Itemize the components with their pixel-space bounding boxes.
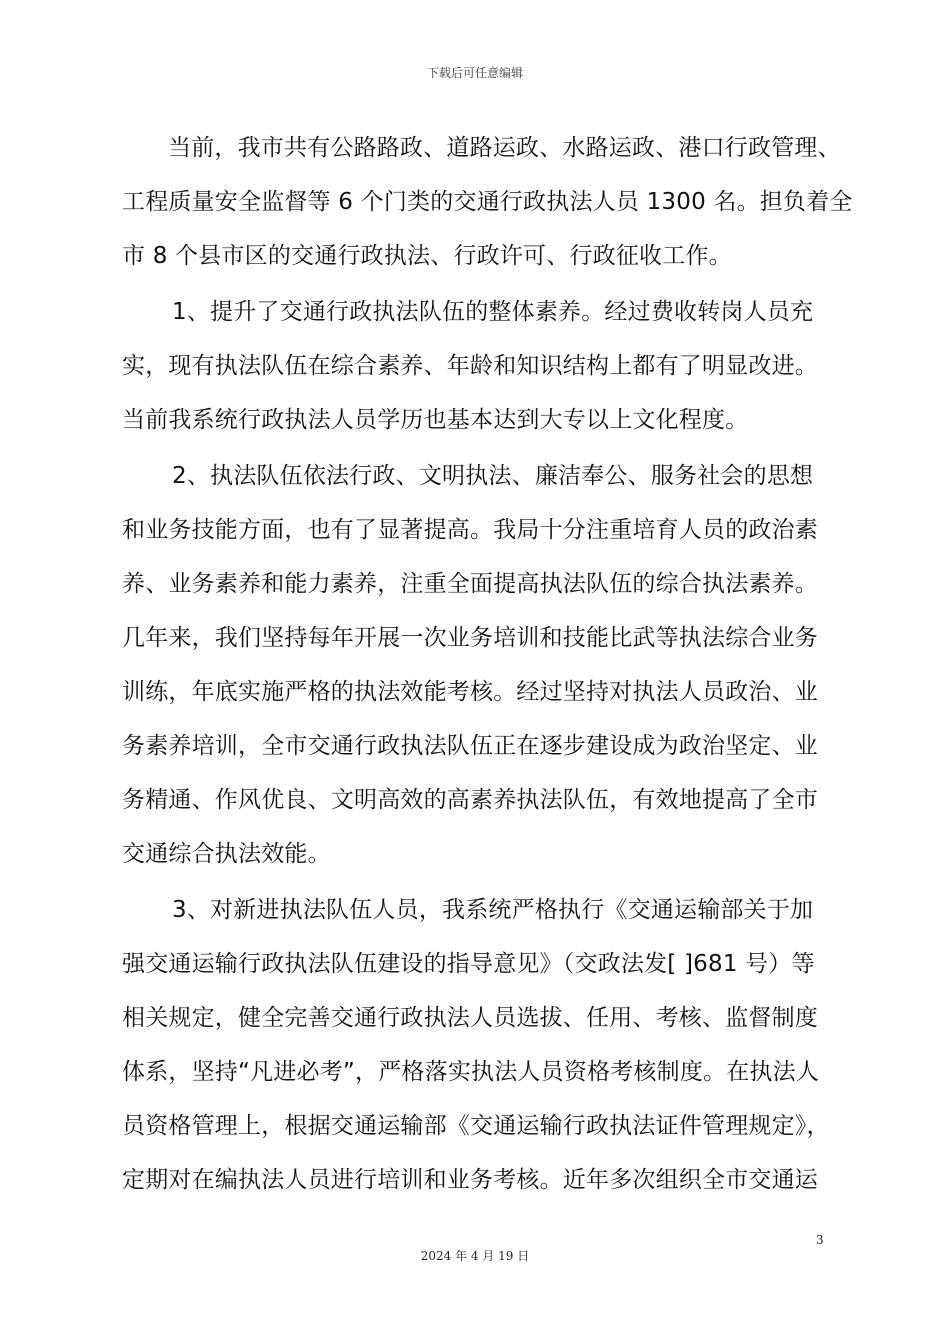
paragraph-point-3 (122, 883, 830, 1207)
text-line: 交通综合执法效能。 (122, 841, 331, 867)
text-line: 定期对在编执法人员进行培训和业务考核。近年多次组织全市交通运 (122, 1167, 818, 1193)
paragraph-point-2 (122, 449, 830, 881)
text-line: 和业务技能方面，也有了显著提高。我局十分注重培育人员的政治素 (122, 517, 818, 543)
document-body (122, 121, 853, 1207)
text-line: 2、执法队伍依法行政、文明执法、廉洁奉公、服务社会的思想 (172, 463, 814, 489)
text-line: 体系，坚持“凡进必考”，严格落实执法人员资格考核制度。在执法人 (122, 1059, 820, 1085)
paragraph-point-1 (122, 285, 830, 447)
text-line: 3、对新进执法队伍人员，我系统严格执行《交通运输部关于加 (172, 897, 814, 923)
text-line: 当前我系统行政执法人员学历也基本达到大专以上文化程度。 (122, 407, 749, 433)
text-line: 实，现有执法队伍在综合素养、年龄和知识结构上都有了明显改进。 (122, 353, 818, 379)
text-line: 务素养培训，全市交通行政执法队伍正在逐步建设成为政治坚定、业 (122, 733, 818, 759)
paragraph-intro (122, 121, 853, 283)
text-line: 1、提升了交通行政执法队伍的整体素养。经过费收转岗人员充 (172, 299, 814, 325)
text-line: 务精通、作风优良、文明高效的高素养执法队伍，有效地提高了全市 (122, 787, 818, 813)
text-line: 强交通运输行政执法队伍建设的指导意见》（交政法发[ ]681 号）等 (122, 951, 815, 977)
text-line: 几年来，我们坚持每年开展一次业务培训和技能比武等执法综合业务 (122, 625, 818, 651)
footer-date: 2024 年 4 月 19 日 (420, 1249, 530, 1263)
text-line: 员资格管理上，根据交通运输部《交通运输行政执法证件管理规定》， (122, 1113, 830, 1139)
page-number: 3 (816, 1233, 824, 1247)
text-line: 当前，我市共有公路路政、道路运政、水路运政、港口行政管理、 (168, 135, 841, 161)
text-line: 市 8 个县市区的交通行政执法、行政许可、行政征收工作。 (122, 243, 732, 269)
text-line: 训练，年底实施严格的执法效能考核。经过坚持对执法人员政治、业 (122, 679, 818, 705)
text-line: 相关规定，健全完善交通行政执法人员选拔、任用、考核、监督制度 (122, 1005, 818, 1031)
text-line: 工程质量安全监督等 6 个门类的交通行政执法人员 1300 名。担负着全 (122, 189, 853, 215)
text-line: 养、业务素养和能力素养，注重全面提高执法队伍的综合执法素养。 (122, 571, 818, 597)
page-header: 下载后可任意编辑 (426, 66, 523, 80)
